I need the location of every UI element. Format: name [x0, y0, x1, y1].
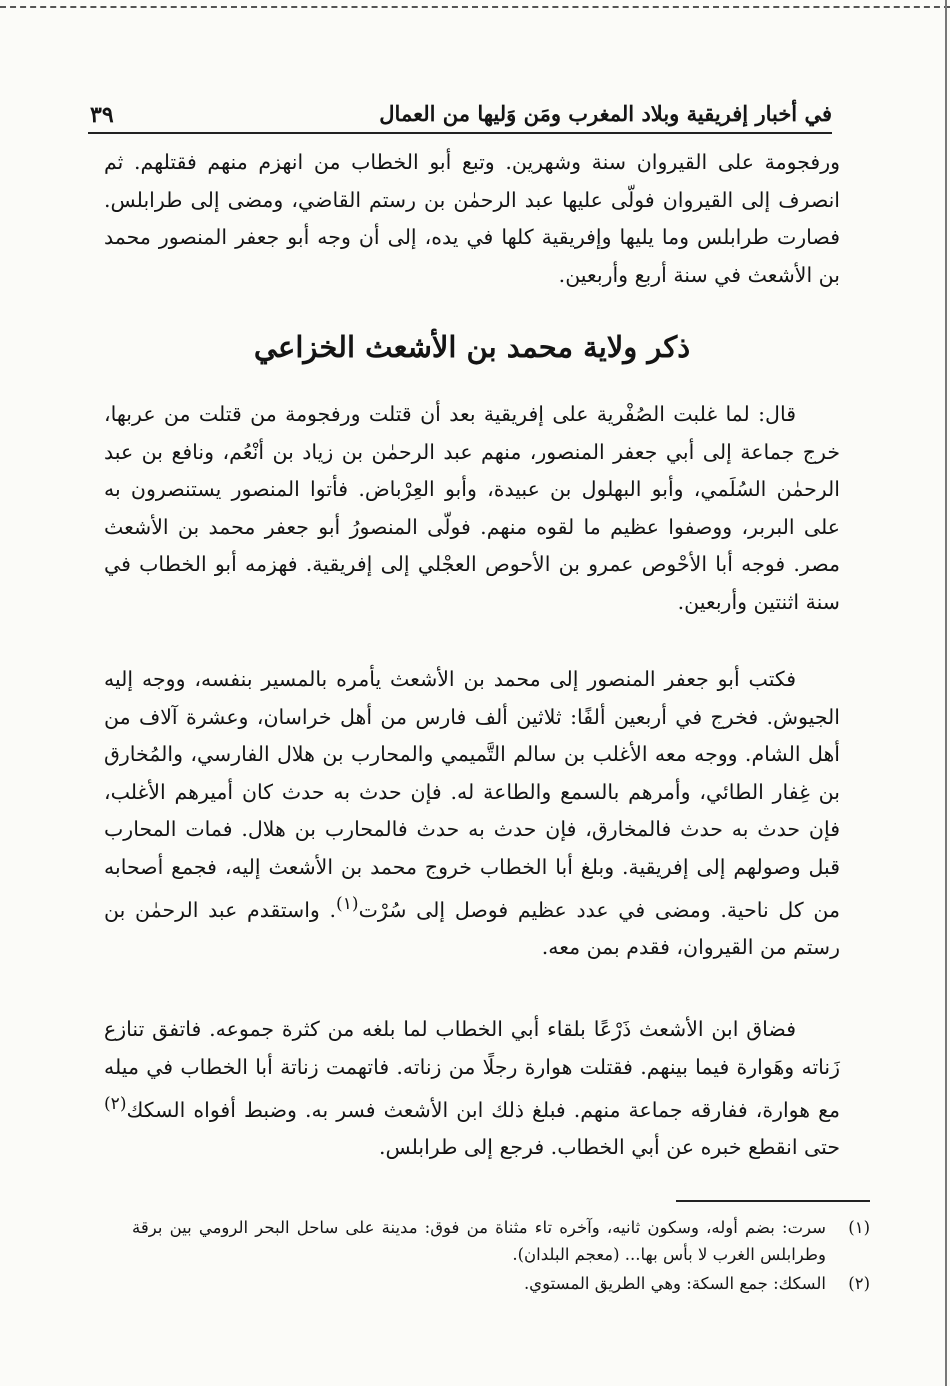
paragraph-3-text-a: فضاق ابن الأشعث ذَرْعًا بلقاء أبي الخطاب لما بلغه من كثرة جموعه. فاتفق تنازع زَناته وهَوارة فيما بينهم. فقتلت هوارة رجلًا من زناته. فاتهمت زناتة أبا الخطاب في ميله مع هوارة، ففارقه جماعة منهم. فبلغ ذلك ابن الأشعث فسر به. وضبط أفواه السكك: [104, 1017, 840, 1122]
running-header: [88, 92, 832, 134]
footnote-ref-2: (٢): [104, 1094, 127, 1114]
footnote-1: [132, 1214, 870, 1268]
footnote-number: (٢): [848, 1274, 870, 1293]
page-edge: [945, 0, 947, 1386]
section-heading: ذكر ولاية محمد بن الأشعث الخزاعي: [253, 330, 691, 364]
paragraph-2: [104, 661, 840, 967]
page-number: ٣٩: [90, 102, 114, 128]
footnote-text: سرت: بضم أوله، وسكون ثانيه، وآخره تاء مثناة من فوق: مدينة على ساحل البحر الرومي بين برقة وطرابلس الغرب لا بأس بها... (معجم البلدان).: [132, 1218, 826, 1264]
footnote-number: (١): [848, 1218, 870, 1237]
paragraph-2-text-a: فكتب أبو جعفر المنصور إلى محمد بن الأشعث يأمره بالمسير بنفسه، ووجه إليه الجيوش. فخرج في أربعين ألفًا: ثلاثين ألف فارس من أهل خراسان، وعشرة آلاف من أهل الشام. ووجه معه الأغلب بن سالم التَّميمي والمحارب بن هلال الفارسي، والمُخارق بن غِفار الطائي، وأمرهم بالسمع والطاعة له. فإن حدث به حدث كان أميرهم الأغلب، فإن حدث به حدث فالمخارق، فإن حدث به حدث فالمحارب بن هلال. فمات المحارب قبل وصولهم إلى إفريقية. وبلغ أبا الخطاب خروج محمد بن الأشعث إليه، فجمع أصحابه من كل ناحية. ومضى في عدد عظيم فوصل إلى سُرْت: [104, 667, 840, 922]
scan-cut-line: [0, 6, 950, 8]
running-header-title: في أخبار إفريقية وبلاد المغرب ومَن وَليها من العمال: [379, 101, 832, 126]
paragraph-2-text-b: . واستقدم عبد الرحمٰن بن رستم من القيروان، فقدم بمن معه.: [104, 897, 840, 960]
footnotes: [132, 1214, 870, 1299]
paragraph-3: [104, 1011, 840, 1167]
paragraph-1: قال: لما غلبت الصُفْرية على إفريقية بعد أن قتلت ورفجومة من قتلت من عربها، خرج جماعة إلى أبي جعفر المنصور، منهم عبد الرحمٰن بن زياد بن أنْعُم، ونافع بن عبد الرحمٰن السُلَمي، وأبو البهلول بن عبيدة، وأبو العِرْباض. فأتوا المنصور يستنصرون به على البربر، ووصفوا عظيم ما لقوه منهم. فولّى المنصورُ أبو جعفر محمد بن الأشعث مصر. فوجه أبا الأحْوص عمرو بن الأحوص العجْلي إلى إفريقية. فهزمه أبو الخطاب في سنة اثنتين وأربعين.: [104, 402, 840, 614]
paragraph-3-text-b: حتى انقطع خبره عن أبي الخطاب. فرجع إلى طرابلس.: [378, 1135, 840, 1160]
footnote-text: السكك: جمع السكة: وهي الطريق المستوي.: [523, 1274, 826, 1293]
intro-paragraph: ورفجومة على القيروان سنة وشهرين. وتبع أبو الخطاب من انهزم منهم فقتلهم. ثم انصرف إلى القيروان فولّى عليها عبد الرحمٰن بن رستم القاضي، ومضى إلى طرابلس. فصارت طرابلس وما يليها وإفريقية كلها في يده، إلى أن وجه أبو جعفر المنصور محمد بن الأشعث في سنة أربع وأربعين.: [104, 150, 840, 287]
footnote-ref-1: (١): [336, 894, 359, 914]
footnote-separator: [676, 1200, 870, 1202]
footnote-2: [132, 1270, 870, 1297]
